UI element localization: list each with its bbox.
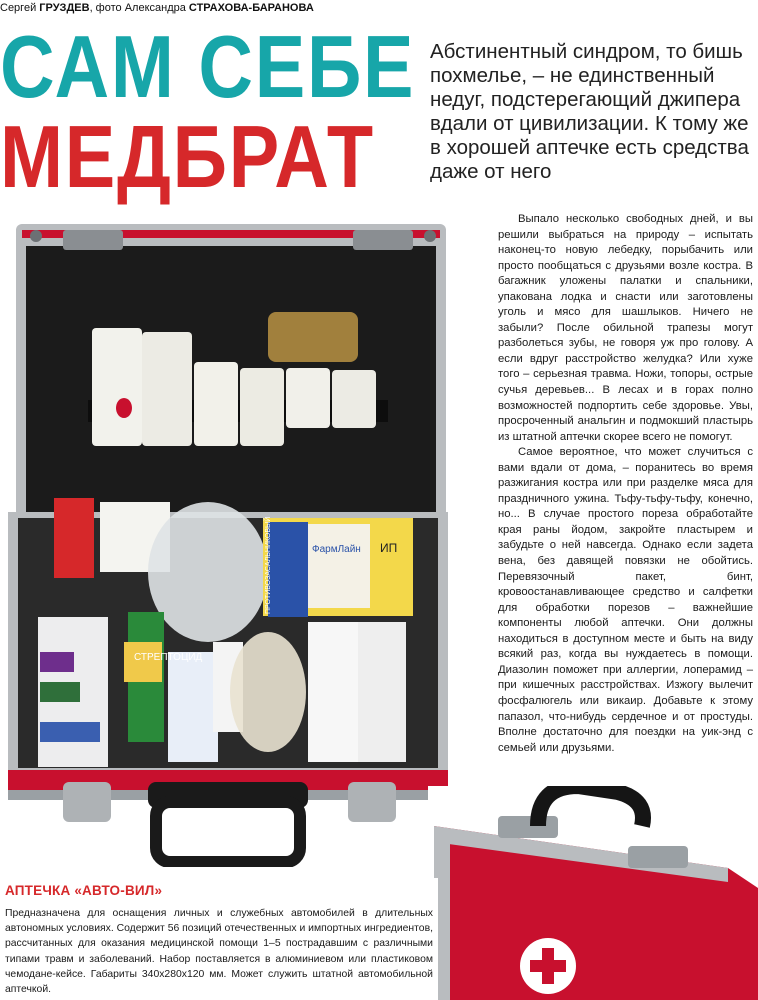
red-cross-icon (520, 938, 576, 994)
body-paragraph-1: Выпало несколько свободных дней, и вы решили выбраться на природу – испытать наконец-то новую лебедку, порыбачить или просто пообщаться с друзьями возле костра. В багажник уложены палатки и спальники, упакована лодка и снасти или заготовлены уголь и мясо для шашлыков. Ничего не забыли? После обильной трапезы могут разболеться зубы, не говоря уж про голову. А если вдруг расстройство желудка? Или хуже того – серьезная травма. Ножи, топоры, острые сучья деревьев... В лесах и в горах полно возможностей подпортить себе здоровье. Увы, просроченный анальгин и подмокший пластырь из штатной аптечки скорее всего не помогут. (498, 213, 753, 443)
closed-case-photo (428, 786, 758, 1000)
byline-photo-name: СТРАХОВА-БАРАНОВА (188, 2, 314, 14)
title-line-2: МЕДБРАТ (0, 107, 375, 206)
byline-photo-prefix: , фото Александра (89, 2, 189, 14)
byline-author-prefix: Сергей (0, 2, 40, 14)
caption-title: АПТЕЧКА «АВТО-ВИЛ» (5, 883, 163, 898)
pack-label: ИП (380, 541, 398, 555)
caption-text: Предназначена для оснащения личных и служебных автомобилей в длительных автономных условиях. Содержит 56 позиций отечественных и импортных ингредиентов, рассчитанных для оказания медицинской помощи 1–5 пострадавшим с различными типами травм и заболеваний. Набор поставляется в алюминиевом или пластиковом чемодане-кейсе. Габариты 340х280х120 мм. Может служить штатной автомобильной аптечкой. (5, 908, 433, 996)
plaster-label: СТРЕПТОЦИД (134, 652, 203, 663)
first-aid-case-photo (8, 222, 448, 867)
byline-author-name: ГРУЗДЕВ (39, 2, 90, 14)
bandage-label: ПРОТИВОЗАСАЛЬНИКОВЫЙ (265, 516, 272, 614)
goggles (268, 312, 358, 362)
title-line-1: САМ СЕБЕ (0, 17, 416, 116)
pharma-label: ФармЛайн (312, 544, 361, 555)
body-paragraph-2: Самое вероятное, что может случиться с вами вдали от дома, – поранитесь во время разжигания костра или при разделке мяса для праздничного ужина. Тьфу-тьфу-тьфу, конечно, но... В случае простого пореза обработайте края раны йодом, закройте пластырем и забудьте о ней навсегда. Однако если задета вена, без давящей повязки не обойтись. Перевязочный пакет, бинт, кровоостанавливающее средство и салфетки для обработки порезов – важнейшие компоненты любой аптечки. Они должны находиться в доступном месте и быть на виду всякий раз, когда вы нуждаетесь в помощи. Диазолин поможет при аллергии, лоперамид – при кишечных расстройствах. Изжогу вылечит фосфалюгель или викаир. Добавьте к этому папазол, что-нибудь сердечное и от простуды. Вполне достаточно для поездки на уик-энд с семьей или друзьями. (498, 446, 753, 754)
article-body (498, 212, 753, 756)
lede: Абстинентный синдром, то бишь похмелье, – не единственный недуг, подстерегающий джипера вдали от цивилизации. К тому же в хорошей аптечке есть средства даже от него (430, 40, 749, 183)
byline (0, 0, 758, 16)
